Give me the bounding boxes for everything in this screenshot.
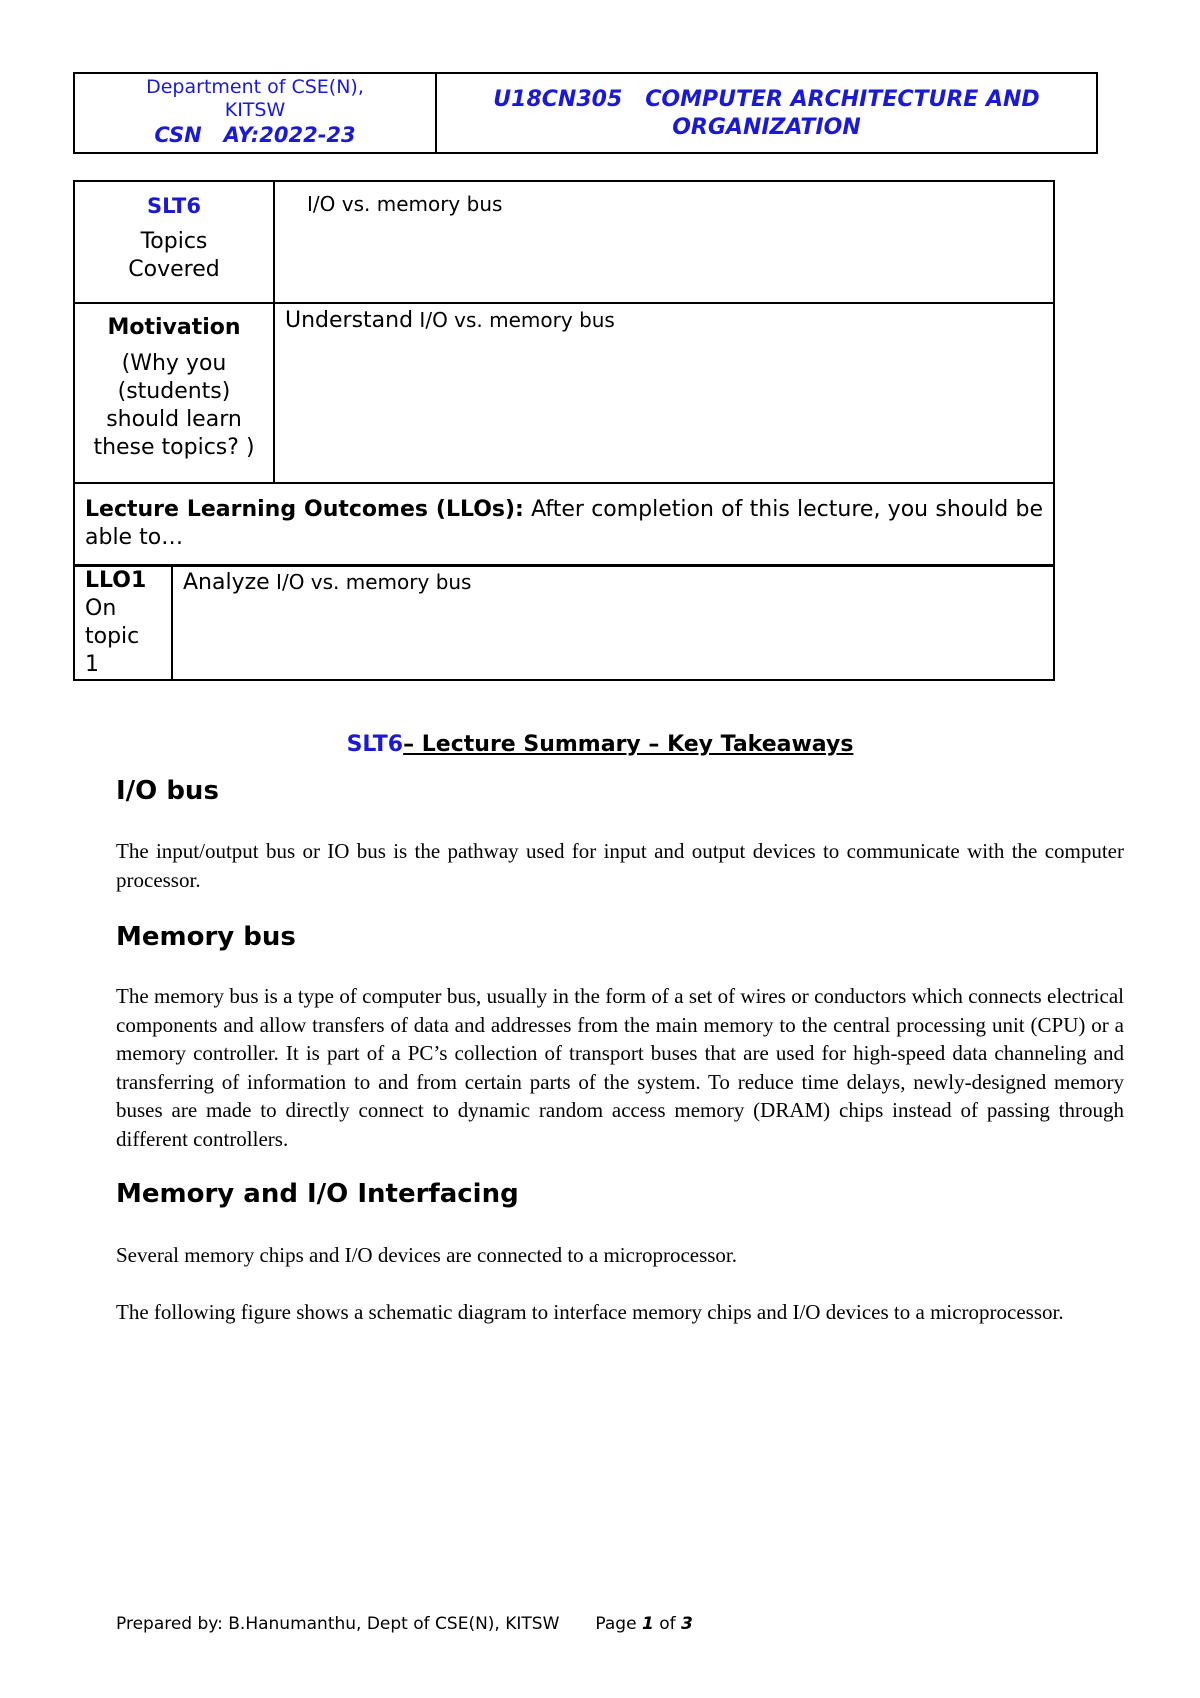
motivation-label: Motivation (107, 315, 241, 340)
topics-value: I/O vs. memory bus (307, 192, 503, 216)
topics-row (74, 181, 1054, 303)
page-footer (116, 1614, 693, 1634)
llo-heading-label: Lecture Learning Outcomes (LLOs): (85, 497, 524, 522)
header-department-cell (75, 74, 437, 152)
llo1-value: I/O vs. memory bus (269, 570, 472, 594)
department-line2: KITSW (224, 99, 286, 121)
footer-prepared-by: Prepared by: B.Hanumanthu, Dept of CSE(N), KITSW (116, 1614, 560, 1634)
slt-label: SLT6 (147, 194, 201, 218)
summary-title-prefix: SLT6 (346, 732, 404, 757)
interfacing-paragraph-1: Several memory chips and I/O devices are connected to a microprocessor. (116, 1243, 738, 1267)
llo1-row (74, 566, 1054, 680)
footer-page-total: 3 (681, 1614, 693, 1634)
llo1-label: LLO1 (85, 568, 147, 593)
summary-title (0, 732, 1200, 757)
interfacing-paragraph-2: The following figure shows a schematic diagram to interface memory chips and I/O devices to a microprocessor. (116, 1300, 1064, 1324)
memory-bus-heading: Memory bus (116, 922, 296, 952)
motivation-subtext: (Why you (students) should learn these topics? ) (93, 351, 255, 460)
summary-title-text: – Lecture Summary – Key Takeaways (403, 732, 854, 757)
header-table (73, 72, 1098, 154)
llo-heading-cell (74, 483, 1054, 565)
llo-heading-row (74, 483, 1054, 565)
memory-bus-paragraph: The memory bus is a type of computer bus, usually in the form of a set of wires or conductors which connects electrical components and allow transfers of data and addresses from the main memory to the central processing unit (CPU) or a memory controller. It is part of a PC’s collection of transport buses that are used for high-speed data channeling and transferring of information to and from certain parts of the system. To reduce time delays, newly-designed memory buses are made to directly connect to dynamic random access memory (DRAM) chips instead of passing through different controllers. (116, 984, 1124, 1151)
topics-value-cell (274, 181, 1054, 303)
department-line1: Department of CSE(N), (146, 76, 364, 98)
topics-covered-label: Topics Covered (128, 229, 220, 282)
io-bus-heading: I/O bus (116, 776, 219, 806)
motivation-value-cell (274, 303, 1054, 483)
course-title-line1: U18CN305 COMPUTER ARCHITECTURE AND (493, 87, 1040, 112)
footer-page-word: Page (595, 1614, 637, 1634)
header-course-cell (437, 74, 1096, 152)
llo1-subtext: On topic 1 (85, 596, 140, 677)
motivation-value: I/O vs. memory bus (413, 308, 615, 332)
footer-page-number: 1 (641, 1614, 654, 1634)
llo-heading-text: After completion of this lecture, you should be able to… (85, 497, 1043, 550)
csn-academic-year: CSN AY:2022-23 (154, 123, 356, 147)
interfacing-heading: Memory and I/O Interfacing (116, 1179, 519, 1209)
llo1-label-cell (74, 566, 172, 680)
motivation-verb: Understand (285, 308, 414, 333)
course-title-line2: ORGANIZATION (672, 115, 861, 140)
motivation-row (74, 303, 1054, 483)
llo1-table (73, 565, 1055, 681)
io-bus-paragraph: The input/output bus or IO bus is the pathway used for input and output devices to communicate with the computer processor. (116, 839, 1124, 892)
motivation-label-cell (74, 303, 274, 483)
footer-of-word: of (659, 1614, 676, 1634)
topics-label-cell (74, 181, 274, 303)
llo1-value-cell (172, 566, 1054, 680)
lecture-info-table (73, 180, 1055, 566)
llo1-verb: Analyze (183, 570, 270, 595)
